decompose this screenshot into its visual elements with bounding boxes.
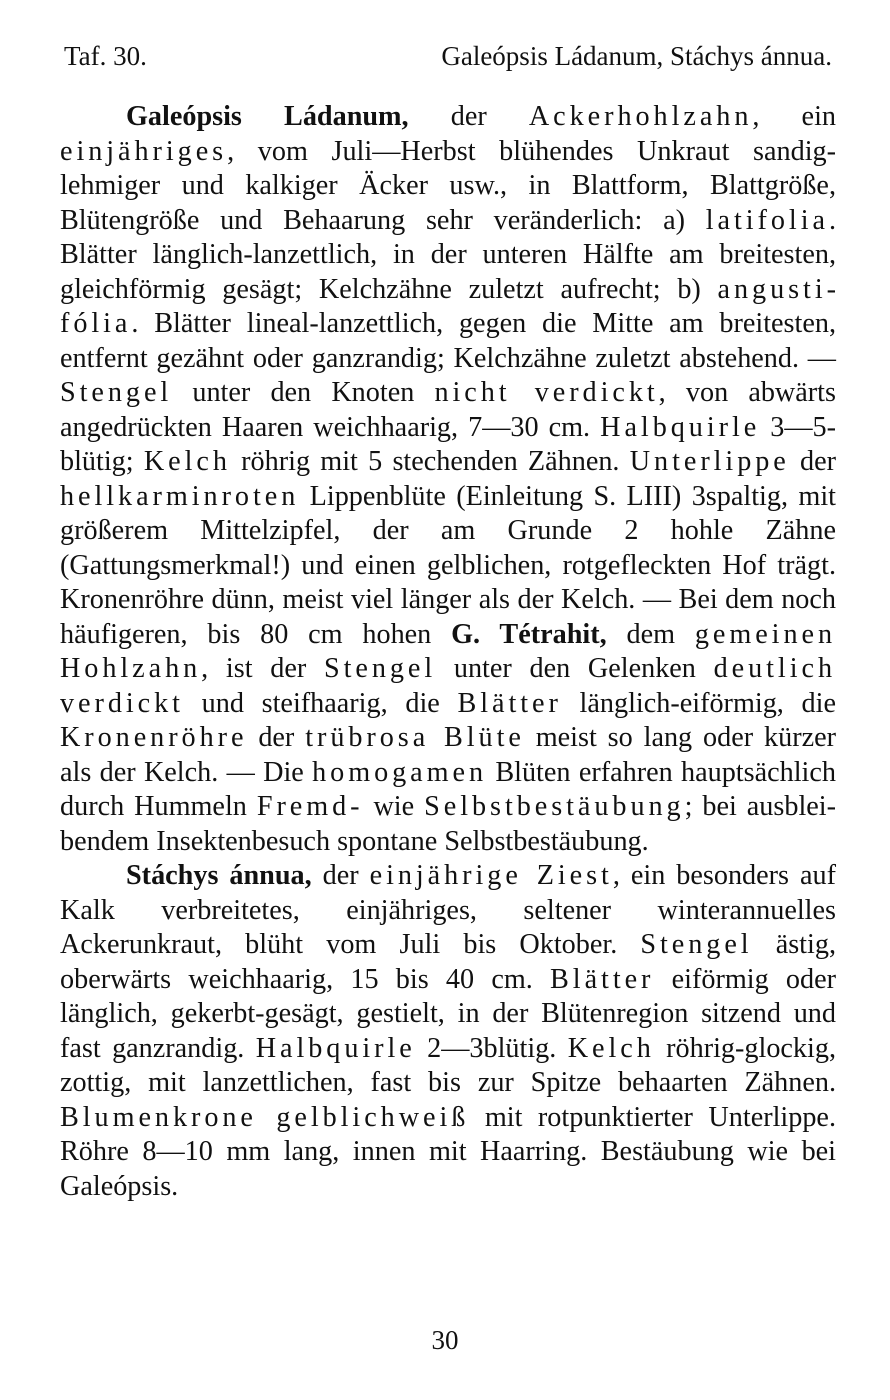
text-run: . Blätter länglich-lanzettlich, in der unteren Hälfte am breitesten, gleichförmig gesägt; Kelchzähne zuletzt aufrecht; b) <box>60 204 836 305</box>
text-run: dem <box>606 618 695 650</box>
text-run: der <box>408 101 529 132</box>
text-run: 3—5-blütig; <box>60 411 836 477</box>
species-name-galeopsis-tetrahit: G. Tétrahit, <box>451 618 607 650</box>
running-title: Galeópsis Ládanum, Stáchys ánnua. <box>441 41 832 71</box>
text-run: der <box>247 722 306 753</box>
spaced-term: Blätter <box>550 963 655 995</box>
text-run: wie <box>363 791 425 822</box>
text-run: und steifhaarig, die <box>183 687 458 719</box>
spaced-term: Fremd- <box>256 791 364 822</box>
spaced-term: hellkarminroten <box>60 480 300 512</box>
text-run: röhrig mit 5 stechenden Zähnen. <box>230 446 630 477</box>
text-run: der <box>311 860 370 891</box>
text-run: , ein <box>752 101 836 132</box>
page-header <box>64 36 832 76</box>
spaced-term: Halbquirle <box>255 1032 416 1064</box>
spaced-term: Kelch <box>567 1032 655 1064</box>
paragraph-galeopsis <box>60 100 836 859</box>
spaced-term: nicht verdickt <box>434 377 659 408</box>
spaced-term: Stengel <box>323 653 437 684</box>
spaced-term: Stengel <box>640 929 753 960</box>
spaced-term: Selbstbestäubung <box>424 791 685 822</box>
text-run: mit rotpunktierter Unterlippe. Röhre 8—10 mm lang, innen mit Haarring. Bestäubung wie bei Galeópsis. <box>60 1101 836 1202</box>
spaced-term: einjährige Ziest <box>369 860 613 891</box>
spaced-term: einjähriges <box>60 135 228 167</box>
spaced-term: homogamen <box>312 756 488 788</box>
plate-number: Taf. 30. <box>64 41 147 71</box>
spaced-term: Blätter <box>457 687 562 719</box>
spaced-term: Ackerhohlzahn <box>528 101 753 132</box>
spaced-term: latifolia <box>705 204 829 236</box>
text-run: Lippenblüte (Einleitung S. LIII) 3spaltig, mit größerem Mittelzipfel, der am Grunde 2 hohle Zähne (Gattungsmerkmal!) und einen gelblichen, rotgefleckten Hof trägt. Kronenröhre dünn, meist viel länger als der Kelch. — Bei dem noch häufigeren, bis 80 cm hohen <box>60 480 836 650</box>
text-run: , ein besonders auf Kalk verbreitetes, einjähriges, seltener winterannuelles Ackerunkraut, blüht vom Juli bis Oktober. <box>60 860 836 960</box>
text-run: röhrig-glockig, zottig, mit lanzettlichen, fast bis zur Spitze behaarten Zähnen. <box>60 1032 836 1098</box>
text-run: , von abwärts angedrückten Haaren weichhaarig, 7—30 cm. <box>60 377 836 443</box>
spaced-term: deutlich verdickt <box>60 653 836 719</box>
text-run: unter den Gelenken <box>436 653 714 684</box>
text-run: Blüten erfahren hauptsächlich durch Hummeln <box>60 756 836 822</box>
body-text <box>60 100 836 1204</box>
text-run: meist so lang oder kürzer als der Kelch. — Die <box>60 722 837 788</box>
species-name-galeopsis-ladanum: Galeópsis Ládanum, <box>126 101 409 132</box>
spaced-term: Blumenkrone gelblichweiß <box>60 1101 470 1133</box>
spaced-term: angustifólia <box>60 273 836 339</box>
text-run: , vom Juli—Herbst blühendes Unkraut sandig-lehmiger und kalkiger Äcker usw., in Blattform, Blattgröße, Blütengröße und Behaarung sehr veränderlich: a) <box>60 135 836 236</box>
spaced-term: Kronenröhre <box>60 722 248 753</box>
text-run: unter den Knoten <box>172 377 435 408</box>
text-run: ästig, oberwärts weichhaarig, 15 bis 40 cm. <box>60 929 836 995</box>
spaced-term: Stengel <box>60 377 173 408</box>
paragraph-stachys <box>60 859 836 1204</box>
text-run: ; bei ausbleibendem Insektenbesuch spontane Selbstbestäubung. <box>60 791 837 857</box>
text-run: länglich-eiförmig, die <box>561 687 836 719</box>
page-number: 30 <box>431 1325 459 1355</box>
text-run: . Blätter lineal-lanzettlich, gegen die Mitte am breitesten, entfernt gezähnt oder ganzrandig; Kelchzähne zuletzt abstehend. — <box>60 308 836 374</box>
text-run: 2—3blütig. <box>415 1032 568 1064</box>
text-run: eiförmig oder länglich, gekerbt-gesägt, gestielt, in der Blütenregion sitzend und fast ganzrandig. <box>60 963 836 1064</box>
spaced-term: trübrosa Blüte <box>305 722 525 753</box>
spaced-term: Kelch <box>143 446 231 477</box>
text-run: , ist der <box>201 653 324 684</box>
text-run: der <box>789 446 837 477</box>
species-name-stachys-annua: Stáchys ánnua, <box>126 860 312 891</box>
spaced-term: Unterlippe <box>629 446 790 477</box>
spaced-term: gemeinen Hohlzahn <box>60 618 836 684</box>
spaced-term: Halbquirle <box>600 411 761 443</box>
